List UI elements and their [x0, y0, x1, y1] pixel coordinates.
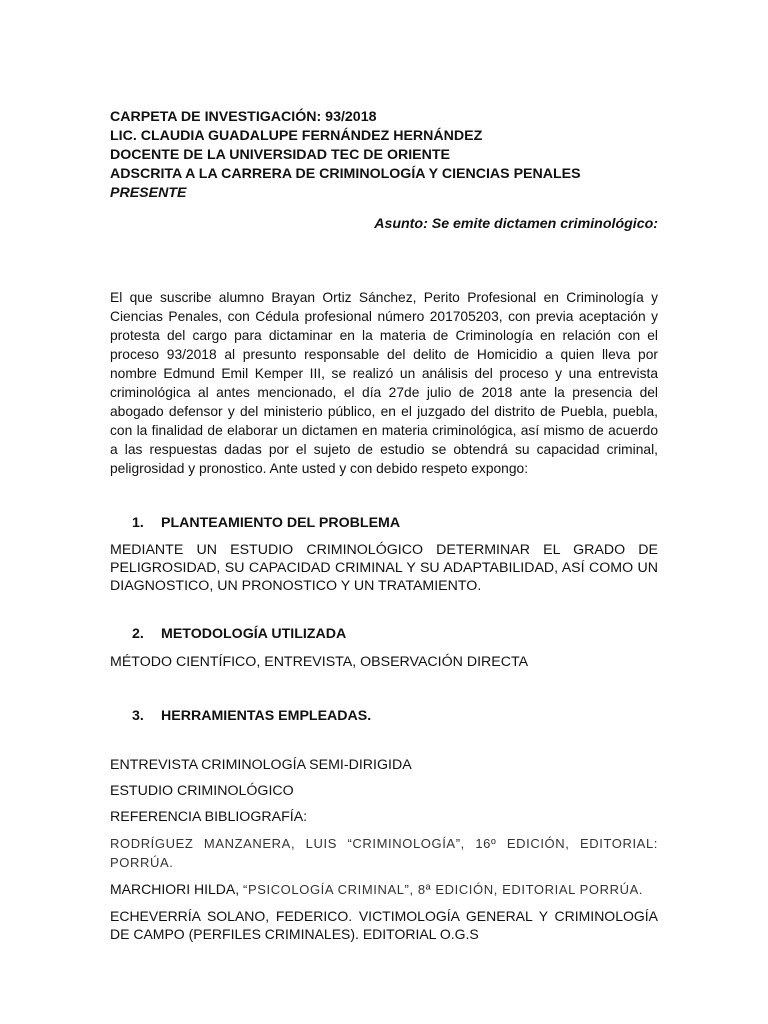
presente-line: PRESENTE — [110, 185, 187, 201]
bibliography-heading: REFERENCIA BIBLIOGRAFÍA: — [110, 809, 308, 825]
reference-author: MARCHIORI HILDA, — [110, 881, 244, 897]
reference-item — [110, 834, 658, 872]
intro-paragraph: El que suscribe alumno Brayan Ortiz Sánchez, Perito Profesional en Criminología y Ciencias Penales, con Cédula profesional número 201705203, con previa aceptación y protesta del cargo para dictaminar en la materia de Criminología en relación con el proceso 93/2018 al presunto responsable del delito de Homicidio a quien lleva por nombre Edmund Emil Kemper III, se realizó un análisis del proceso y una entrevista criminológica al antes mencionado, el día 27de julio de 2018 ante la presencia del abogado defensor y del ministerio público, en el juzgado del distrito de Puebla, puebla, con la finalidad de elaborar un dictamen en materia criminológica, así mismo de acuerdo a las respuestas dadas por el sujeto de estudio se obtendrá su capacidad criminal, peligrosidad y pronostico. Ante usted y con debido respeto expongo: — [110, 290, 658, 476]
section-2-heading — [132, 625, 658, 644]
tool-study: ESTUDIO CRIMINOLÓGICO — [110, 783, 294, 799]
section-number: 3. — [132, 708, 144, 724]
section-number: 1. — [132, 515, 144, 531]
reference-title: “PSICOLOGÍA CRIMINAL”, 8ª EDICIÓN, EDITORIAL PORRÚA. — [243, 882, 644, 897]
reference-item — [110, 880, 658, 899]
section-number: 2. — [132, 626, 144, 642]
section-1-heading — [132, 514, 658, 533]
reference-item — [110, 907, 658, 943]
recipient-position: DOCENTE DE LA UNIVERSIDAD TEC DE ORIENTE — [110, 147, 451, 163]
document-header — [110, 108, 658, 203]
section-title: PLANTEAMIENTO DEL PROBLEMA — [161, 515, 401, 531]
recipient-name: LIC. CLAUDIA GUADALUPE FERNÁNDEZ HERNÁNDEZ — [110, 128, 483, 144]
reference-text: RODRÍGUEZ MANZANERA, LUIS “CRIMINOLOGÍA”, 16º EDICIÓN, EDITORIAL: PORRÚA. — [110, 836, 658, 870]
reference-text: ECHEVERRÍA SOLANO, FEDERICO. VICTIMOLOGÍA GENERAL Y CRIMINOLOGÍA DE CAMPO (PERFILES CRIMINALES). EDITORIAL O.G.S — [110, 908, 658, 942]
recipient-department: ADSCRITA A LA CARRERA DE CRIMINOLOGÍA Y CIENCIAS PENALES — [110, 166, 581, 182]
section-1-body: MEDIANTE UN ESTUDIO CRIMINOLÓGICO DETERMINAR EL GRADO DE PELIGROSIDAD, SU CAPACIDAD CRIMINAL Y SU ADAPTABILIDAD, ASÍ COMO UN DIAGNOSTICO, UN PRONOSTICO Y UN TRATAMIENTO. — [110, 542, 658, 594]
subject-line: Asunto: Se emite dictamen criminológico: — [374, 216, 658, 232]
section-title: HERRAMIENTAS EMPLEADAS. — [161, 708, 372, 724]
case-folder-line: CARPETA DE INVESTIGACIÓN: 93/2018 — [110, 109, 377, 125]
document-page — [110, 108, 658, 943]
section-title: METODOLOGÍA UTILIZADA — [161, 626, 347, 642]
tool-interview: ENTREVISTA CRIMINOLOGÍA SEMI-DIRIGIDA — [110, 757, 412, 773]
section-2-body: MÉTODO CIENTÍFICO, ENTREVISTA, OBSERVACIÓN DIRECTA — [110, 654, 529, 670]
section-3-heading — [132, 707, 658, 726]
